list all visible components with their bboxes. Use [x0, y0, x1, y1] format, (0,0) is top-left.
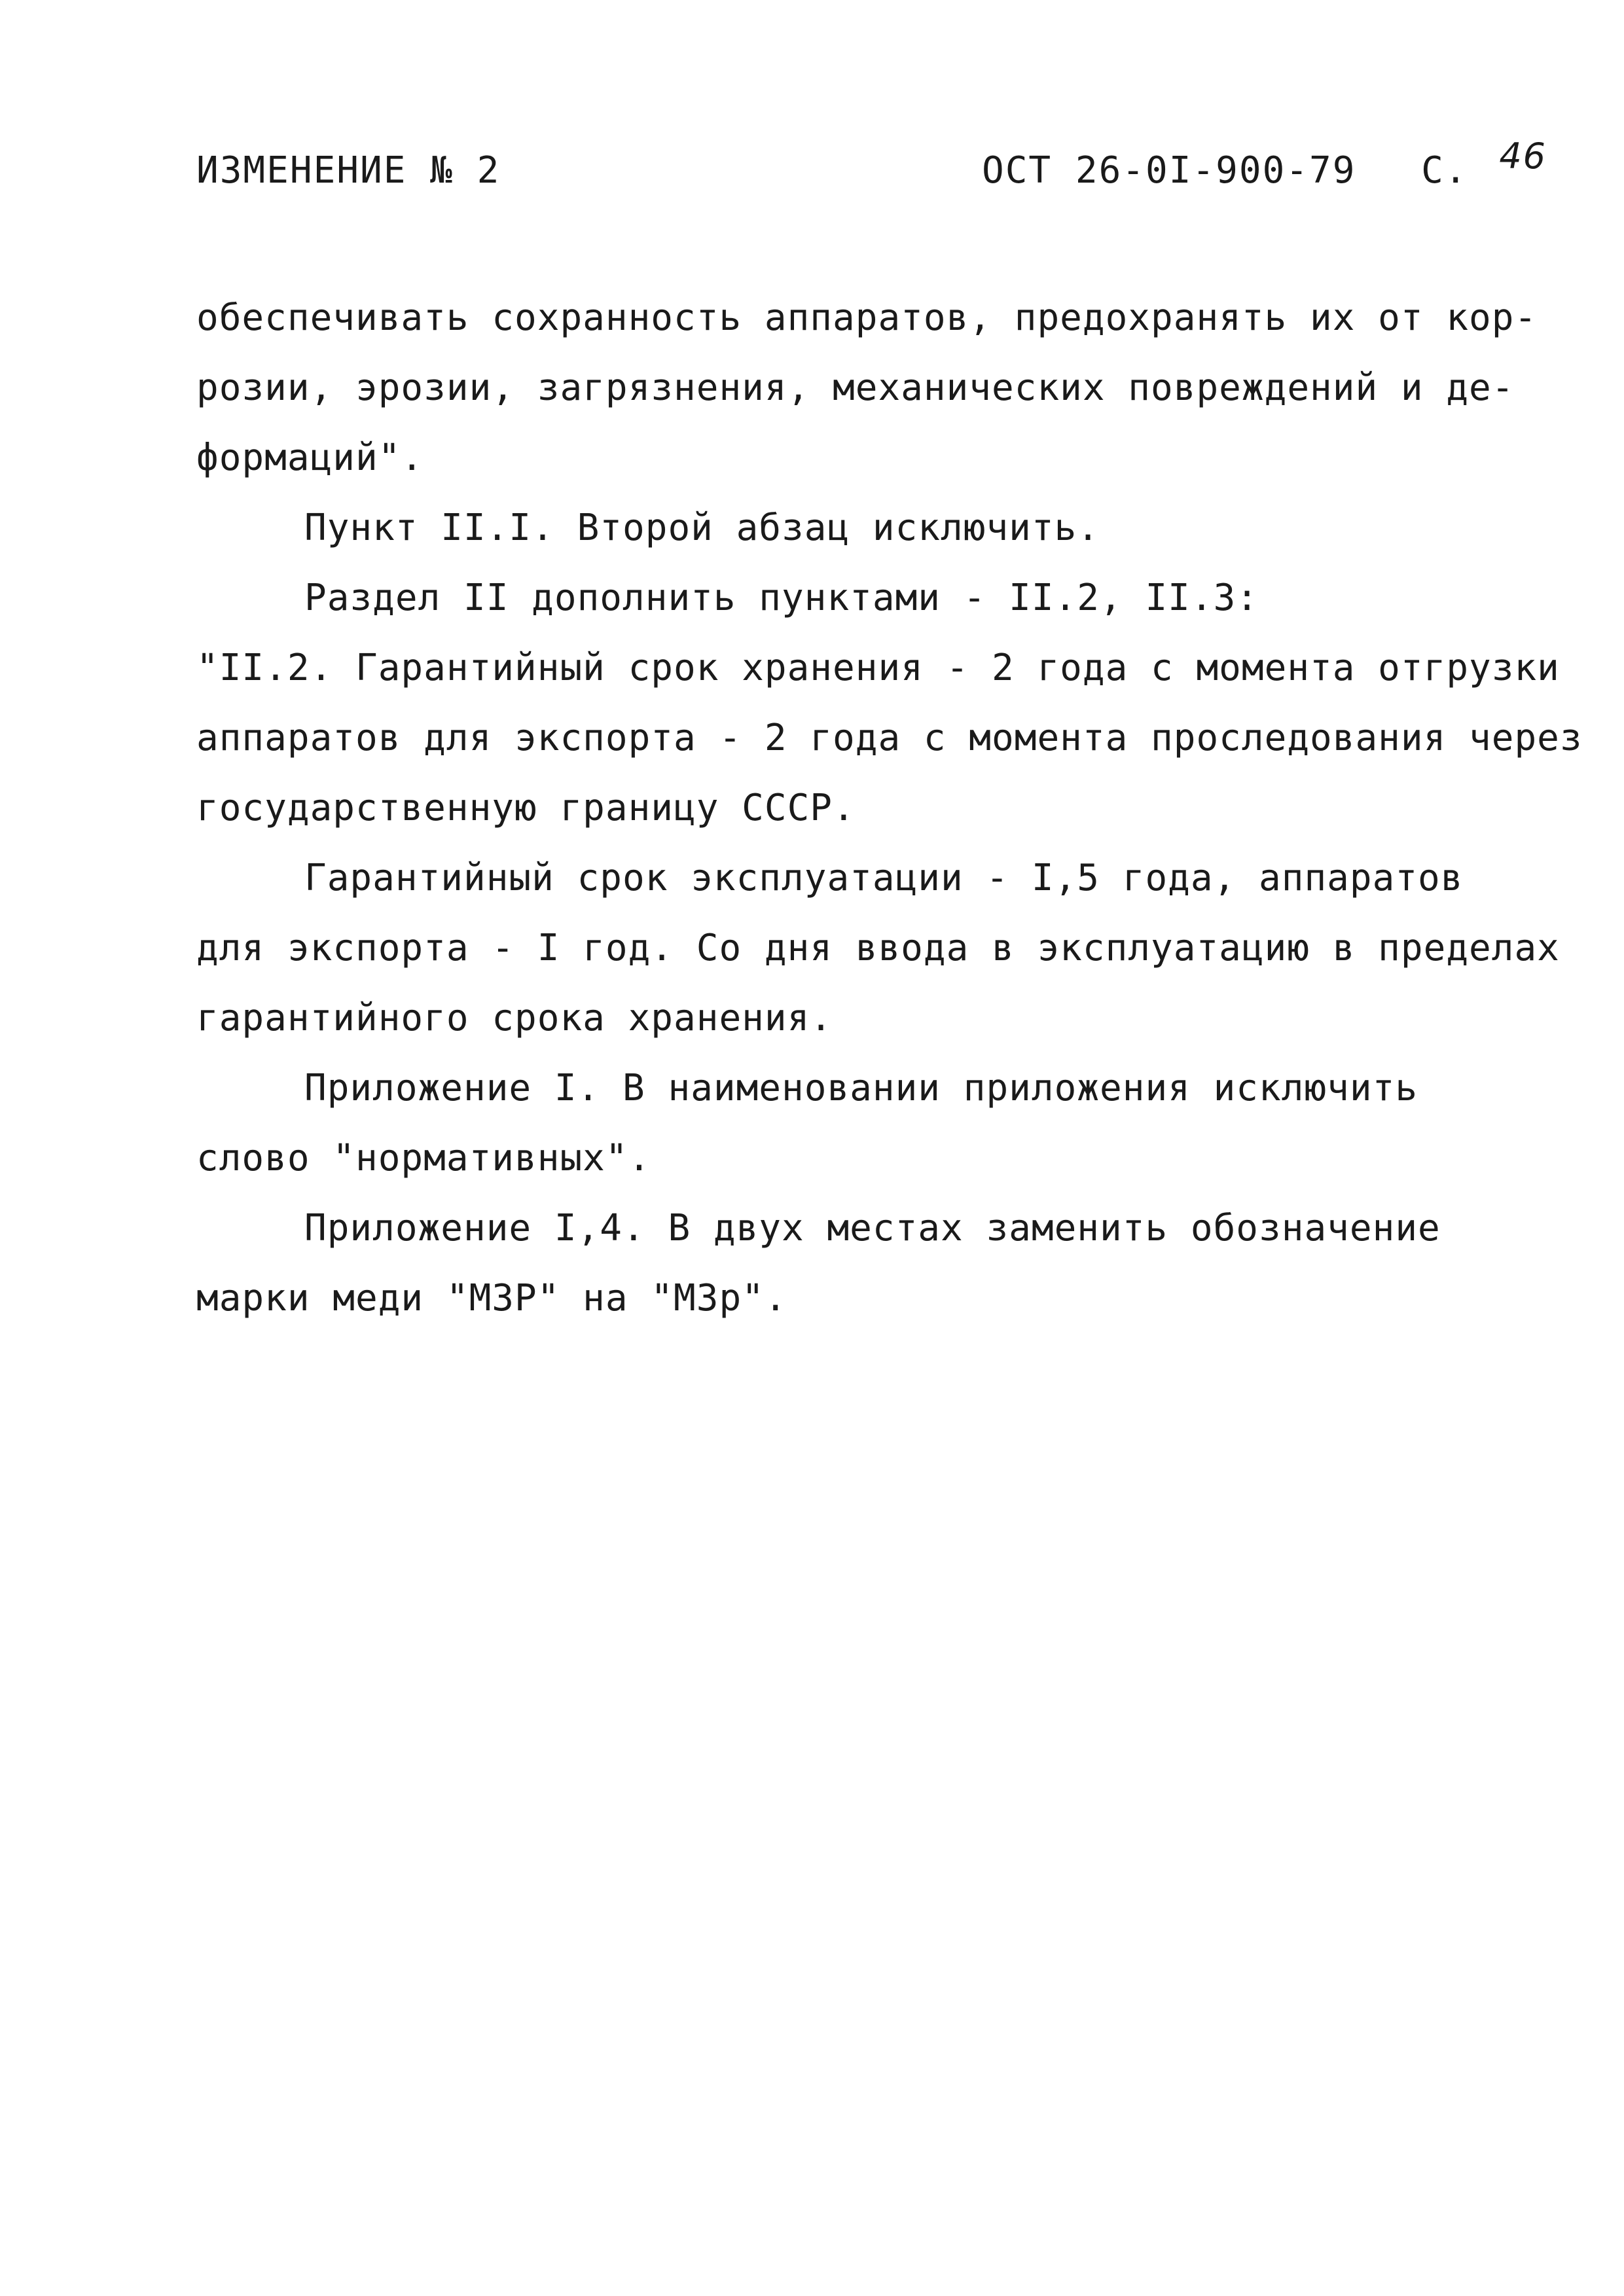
body-line: марки меди "МЗР" на "МЗр". — [196, 1277, 787, 1319]
body-line: обеспечивать сохранность аппаратов, предохранять их от кор- — [196, 296, 1538, 339]
standard-code: ОСТ 26-0I-900-79 — [982, 149, 1356, 192]
body-line: Приложение I,4. В двух местах заменить обозначение — [304, 1207, 1441, 1249]
page-number: 46 — [1499, 135, 1547, 177]
body-line: розии, эрозии, загрязнения, механических повреждений и де- — [196, 367, 1515, 409]
body-line: формаций". — [196, 437, 424, 479]
change-number-heading: ИЗМЕНЕНИЕ № 2 — [196, 149, 501, 192]
body-line: государственную границу СССР. — [196, 787, 856, 829]
body-line: Приложение I. В наименовании приложения исключить — [304, 1067, 1418, 1109]
body-line: "II.2. Гарантийный срок хранения - 2 года с момента отгрузки — [196, 647, 1560, 689]
body-line: гарантийного срока хранения. — [196, 997, 833, 1039]
body-line: аппаратов для экспорта - 2 года с момента проследования через — [196, 717, 1583, 759]
body-line: Раздел II дополнить пунктами - II.2, II.3: — [304, 577, 1259, 619]
body-line: Пункт II.I. Второй абзац исключить. — [304, 507, 1100, 549]
standard-reference — [982, 135, 1547, 192]
page-prefix: С. — [1421, 149, 1468, 192]
document-body — [196, 283, 1583, 1333]
body-line: для экспорта - I год. Со дня ввода в эксплуатацию в пределах — [196, 927, 1560, 969]
body-line: Гарантийный срок эксплуатации - I,5 года, аппаратов — [304, 857, 1464, 899]
body-line: слово "нормативных". — [196, 1137, 651, 1179]
